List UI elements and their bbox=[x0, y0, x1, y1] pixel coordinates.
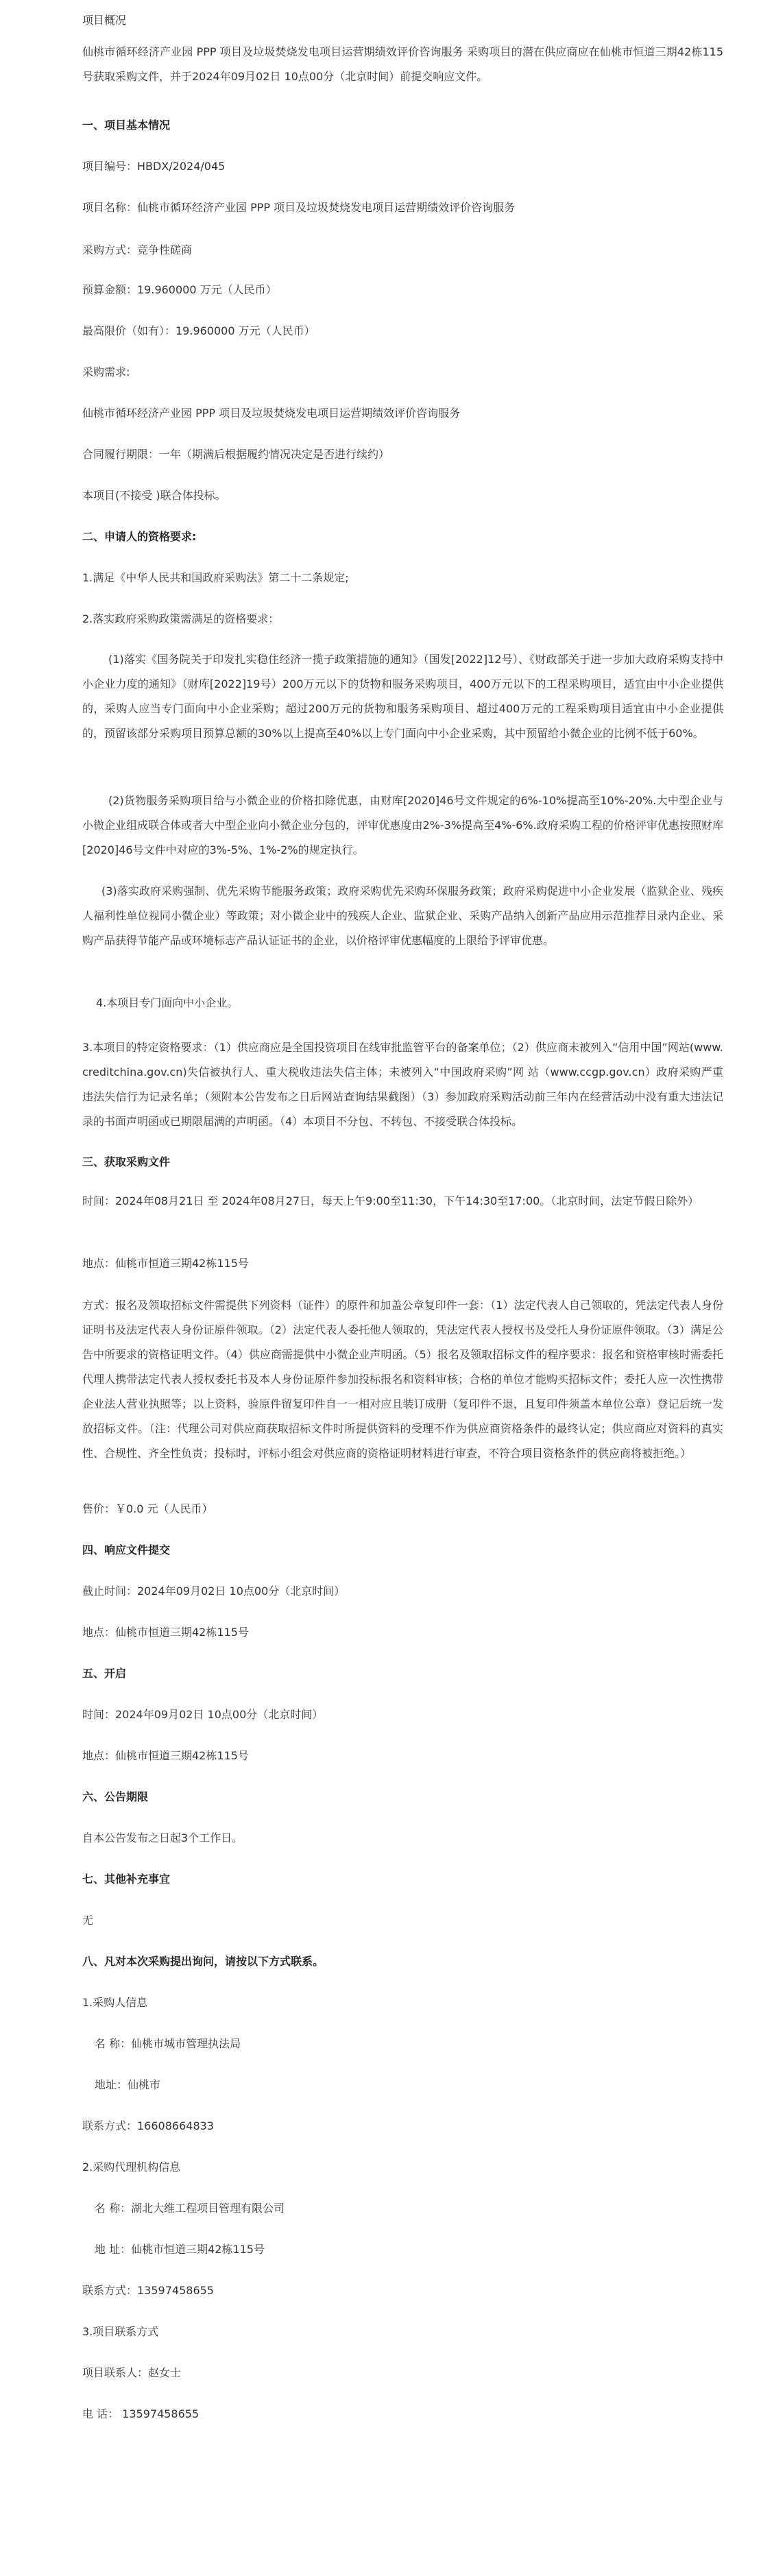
section-8-heading: 八、凡对本次采购提出询问，请按以下方式联系。 bbox=[82, 1955, 324, 1968]
section-3-heading: 三、获取采购文件 bbox=[82, 1155, 171, 1168]
section-4-heading: 四、响应文件提交 bbox=[82, 1543, 171, 1556]
acquisition-place: 地点：仙桃市恒道三期42栋115号 bbox=[82, 1257, 249, 1270]
section-7-heading: 七、其他补充事宜 bbox=[82, 1873, 171, 1886]
qualification-item-3: 3.本项目的特定资格要求：（1）供应商应是全国投资项目在线审批监管平台的备案单位；（2）供应商未被列入“信用中国”网站(www.creditchina.gov.cn)失信被执行人、重大税收违法失信主体；未被列入“中国政府采购”网 站（www.ccgp.gov.cn）政府采购严重违法失信行为记录名单；（须附本公告发布之日后网站查询结果截图）（3）参加政府采购活动前三年内在经营活动中没有重大违法记录的书面声明函或已期限届满的声明函。（4）本项目不分包、不转包、不接受联合体投标。 bbox=[82, 1041, 723, 1128]
section-6-heading: 六、公告期限 bbox=[82, 1790, 149, 1803]
qualification-item-2: 2.落实政府采购政策需满足的资格要求： bbox=[82, 612, 280, 625]
agent-address: 地 址：仙桃市恒道三期42栋115号 bbox=[95, 2243, 265, 2256]
opening-time: 时间：2024年09月02日 10点00分（北京时间） bbox=[82, 1708, 324, 1721]
acquisition-time: 时间：2024年08月21日 至 2024年08月27日，每天上午9:00至11:30，下午14:30至17:00。（北京时间，法定节假日除外） bbox=[82, 1194, 699, 1207]
procurement-method: 采购方式：竞争性磋商 bbox=[82, 243, 193, 256]
acquisition-method: 方式：报名及领取招标文件需提供下列资料（证件）的原件和加盖公章复印件一套：（1）法定代表人自己领取的，凭法定代表人身份证明书及法定代表人身份证原件领取。（2）法定代表人委托他人领取的，凭法定代表人授权书及受托人身份证原件领取。（3）满足公告中所要求的资格证明文件。（4）供应商需提供中小微企业声明函。（5）报名及领取招标文件的程序要求：报名和资格审核时需委托代理人携带法定代表人授权委托书及本人身份证原件参加投标报名和资料审核；合格的单位才能购买招标文件；委托人应一次性携带企业法人营业执照等；以上资料，验原件留复印件自一一相对应且装订成册（复印件不退，且复印件须盖本单位公章）登记后统一发放招标文件。（注：代理公司对供应商获取招标文件时所提供资料的受理不作为供应商资格条件的最终认定；供应商应对资料的真实性、合规性、齐全性负责；投标时，评标小组会对供应商的资格证明材料进行审查，不符合项目资格条件的供应商将被拒绝。） bbox=[82, 1299, 723, 1460]
supplementary-text: 无 bbox=[82, 1914, 94, 1927]
document-price: 售价：￥0.0 元（人民币） bbox=[82, 1502, 213, 1515]
contact-phone: 电 话： 13597458655 bbox=[82, 2407, 200, 2420]
project-name: 项目名称：仙桃市循环经济产业园 PPP 项目及垃圾焚烧发电项目运营期绩效评价咨询服务 bbox=[82, 201, 516, 214]
consortium-note: 本项目(不接受 )联合体投标。 bbox=[82, 489, 226, 502]
requirement-label: 采购需求: bbox=[82, 365, 130, 378]
agent-info-title: 2.采购代理机构信息 bbox=[82, 2160, 181, 2174]
opening-place: 地点：仙桃市恒道三期42栋115号 bbox=[82, 1749, 249, 1762]
buyer-phone: 联系方式：16608664833 bbox=[82, 2119, 214, 2132]
buyer-address: 地址：仙桃市 bbox=[95, 2078, 161, 2091]
section-2-heading: 二、申请人的资格要求: bbox=[82, 530, 197, 543]
notice-period: 自本公告发布之日起3个工作日。 bbox=[82, 1831, 243, 1844]
contact-person: 项目联系人：赵女士 bbox=[82, 2366, 182, 2379]
qualification-item-1: 1.满足《中华人民共和国政府采购法》第二十二条规定; bbox=[82, 571, 349, 584]
agent-name: 名 称：湖北大维工程项目管理有限公司 bbox=[95, 2202, 285, 2215]
submission-place: 地点：仙桃市恒道三期42栋115号 bbox=[82, 1626, 249, 1639]
budget-amount: 预算金额：19.960000 万元（人民币） bbox=[82, 283, 277, 296]
policy-paragraph-2: (2)货物服务采购项目给与小微企业的价格扣除优惠，由财库[2020]46号文件规定的6%-10%提高至10%-20%.大中型企业与小微企业组成联合体或者大中型企业向小微企业分包的，评审优惠度由2%-3%提高至4%-6%.政府采购工程的价格评审优惠按照财库[2020]46号文件中对应的3%-5%、1%-2%的规定执行。 bbox=[82, 794, 723, 856]
buyer-name: 名 称：仙桃市城市管理执法局 bbox=[95, 2037, 241, 2050]
qualification-item-4: 4.本项目专门面向中小企业。 bbox=[96, 996, 239, 1009]
submission-deadline: 截止时间：2024年09月02日 10点00分（北京时间） bbox=[82, 1585, 346, 1598]
contract-term: 合同履行期限：一年（期满后根据履约情况决定是否进行续约） bbox=[82, 448, 390, 461]
overview-text: 仙桃市循环经济产业园 PPP 项目及垃圾焚烧发电项目运营期绩效评价咨询服务 采购项目的潜在供应商应在仙桃市恒道三期42栋115号获取采购文件，并于2024年09月02日 10点00分（北京时间）前提交响应文件。 bbox=[82, 45, 723, 83]
agent-phone: 联系方式：13597458655 bbox=[82, 2284, 214, 2297]
buyer-info-title: 1.采购人信息 bbox=[82, 1996, 148, 2009]
max-price: 最高限价（如有）：19.960000 万元（人民币） bbox=[82, 324, 315, 337]
policy-paragraph-1: (1)落实《国务院关于印发扎实稳住经济一揽子政策措施的通知》（国发[2022]12号）、《财政部关于进一步加大政府采购支持中小企业力度的通知》（财库[2022]19号）200万元以下的货物和服务采购项目，400万元以下的工程采购项目，适宜由中小企业提供的，采购人应当专门面向中小企业采购；超过200万元的货物和服务采购项目、超过400万元的工程采购项目适宜由中小企业提供的，预留该部分采购项目预算总额的30%以上提高至40%以上专门面向中小企业采购，其中预留给小微企业的比例不低于60%。 bbox=[82, 653, 723, 740]
section-5-heading: 五、开启 bbox=[82, 1667, 127, 1680]
section-1-heading: 一、项目基本情况 bbox=[82, 119, 171, 132]
requirement-text: 仙桃市循环经济产业园 PPP 项目及垃圾焚烧发电项目运营期绩效评价咨询服务 bbox=[82, 407, 461, 420]
contact-info-title: 3.项目联系方式 bbox=[82, 2325, 159, 2338]
overview-title: 项目概况 bbox=[82, 14, 127, 27]
project-number: 项目编号：HBDX/2024/045 bbox=[82, 160, 226, 173]
policy-paragraph-3: (3)落实政府采购强制、优先采购节能服务政策；政府采购优先采购环保服务政策；政府采购促进中小企业发展（监狱企业、残疾人福利性单位视同小微企业）等政策；对小微企业中的残疾人企业、监狱企业、采购产品纳入创新产品应用示范推荐目录内企业、采购产品获得节能产品或环境标志产品认证证书的企业，以价格评审优惠幅度的上限给予评审优惠。 bbox=[82, 884, 723, 947]
